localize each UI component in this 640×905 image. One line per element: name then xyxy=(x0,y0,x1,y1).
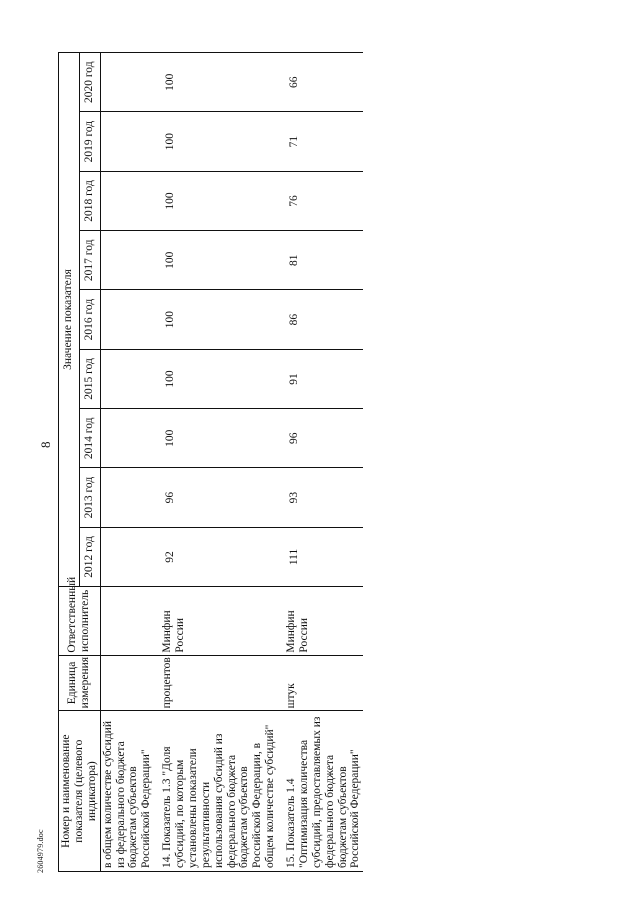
header-values-group: Значение показателя xyxy=(59,53,80,587)
indicator-value xyxy=(100,527,154,586)
indicator-executor: Минфин России xyxy=(284,587,363,656)
indicator-value xyxy=(100,349,154,408)
table-row xyxy=(100,53,154,872)
indicator-value: 100 xyxy=(160,231,278,290)
indicator-value: 92 xyxy=(160,527,278,586)
indicator-value: 76 xyxy=(284,171,363,230)
indicator-value xyxy=(100,112,154,171)
indicator-value: 71 xyxy=(284,112,363,171)
header-year: 2014 год xyxy=(79,409,100,468)
indicator-value xyxy=(100,171,154,230)
indicator-value: 86 xyxy=(284,290,363,349)
indicator-value: 81 xyxy=(284,231,363,290)
indicator-name: 14. Показатель 1.3 "Доля субсидий, по которым установлены показатели результативности использования субсидий из федерального бюджета бюджетам субъектов Российской Федерации, в общем количестве субсидий" xyxy=(160,711,278,872)
indicator-value xyxy=(100,290,154,349)
indicator-value: 100 xyxy=(160,171,278,230)
indicator-unit: процентов xyxy=(160,655,278,711)
indicator-value: 111 xyxy=(284,527,363,586)
indicator-value xyxy=(100,53,154,112)
indicator-value xyxy=(100,409,154,468)
header-year: 2016 год xyxy=(79,290,100,349)
indicator-value xyxy=(100,231,154,290)
indicator-value: 96 xyxy=(284,409,363,468)
header-year: 2019 год xyxy=(79,112,100,171)
indicator-value: 100 xyxy=(160,112,278,171)
indicator-value: 91 xyxy=(284,349,363,408)
indicator-value: 96 xyxy=(160,468,278,527)
header-year: 2020 год xyxy=(79,53,100,112)
header-year: 2013 год xyxy=(79,468,100,527)
document-code: 2604979.doc xyxy=(36,829,45,873)
indicator-value: 100 xyxy=(160,53,278,112)
page-number: 8 xyxy=(38,441,53,448)
header-row-top xyxy=(59,53,80,872)
header-year: 2015 год xyxy=(79,349,100,408)
header-name: Номер и наименование показателя (целевого индикатора) xyxy=(59,711,101,872)
indicator-value: 100 xyxy=(160,349,278,408)
table-row xyxy=(160,53,278,872)
indicator-value: 100 xyxy=(160,290,278,349)
indicator-executor xyxy=(100,587,154,656)
header-year: 2012 год xyxy=(79,527,100,586)
indicator-name: в общем количестве субсидий из федерального бюджета бюджетам субъектов Российской Федерации" xyxy=(100,711,154,872)
indicator-value xyxy=(100,468,154,527)
indicator-value: 93 xyxy=(284,468,363,527)
indicator-table xyxy=(58,52,363,872)
indicator-value: 100 xyxy=(160,409,278,468)
header-year: 2018 год xyxy=(79,171,100,230)
indicator-name: 15. Показатель 1.4 "Оптимизация количества субсидий, предоставляемых из федерального бюджета бюджетам субъектов Российской Федерации" xyxy=(284,711,363,872)
indicator-unit xyxy=(100,655,154,711)
header-unit: Единица измерения xyxy=(59,655,101,711)
table-row xyxy=(284,53,363,872)
header-executor: Ответственный исполнитель xyxy=(59,587,101,656)
indicator-executor: Минфин России xyxy=(160,587,278,656)
indicator-unit: штук xyxy=(284,655,363,711)
indicator-table-sheet xyxy=(58,52,598,872)
header-year: 2017 год xyxy=(79,231,100,290)
indicator-value: 66 xyxy=(284,53,363,112)
